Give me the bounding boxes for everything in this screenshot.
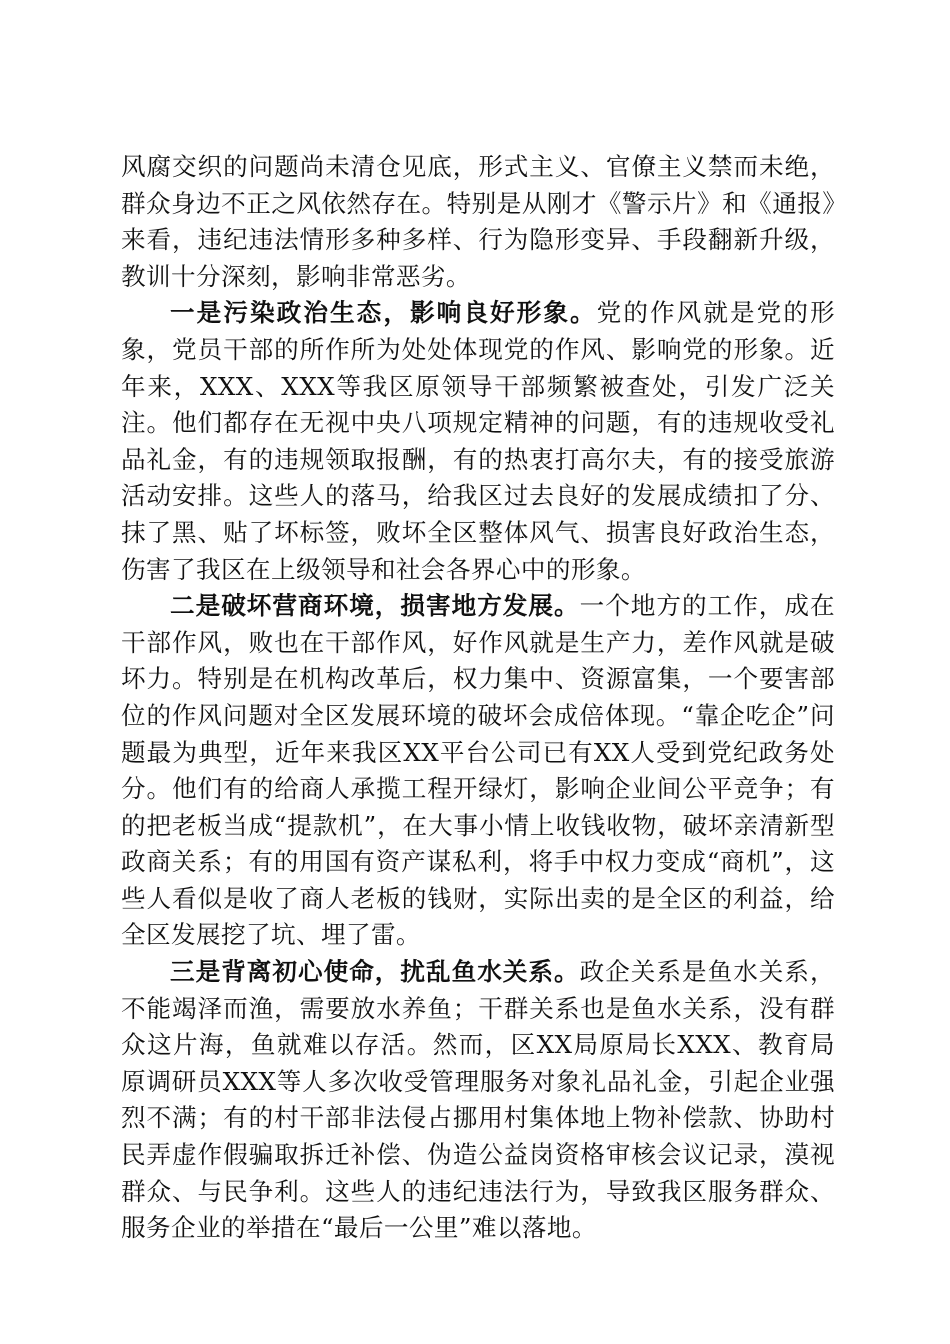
paragraph-point-one: [121, 295, 835, 588]
paragraph-heading: 二是破坏营商环境，损害地方发展。: [170, 591, 580, 621]
paragraph-point-three: [121, 954, 835, 1247]
paragraph-text: 政企关系是鱼水关系，不能竭泽而渔，需要放水养鱼；干群关系也是鱼水关系，没有群众这片海，鱼就难以存活。然而，区XX局原局长XXX、教育局原调研员XXX等人多次收受管理服务对象礼品礼金，引起企业强烈不满；有的村干部非法侵占挪用村集体地上物补偿款、协助村民弄虚作假骗取拆迁补偿、伪造公益岗资格审核会议记录，漠视群众、与民争利。这些人的违纪违法行为，导致我区服务群众、服务企业的举措在“最后一公里”难以落地。: [121, 957, 835, 1243]
paragraph-heading: 一是污染政治生态，影响良好形象。: [170, 298, 597, 328]
paragraph-text: 风腐交织的问题尚未清仓见底，形式主义、官僚主义禁而未绝，群众身边不正之风依然存在。特别是从刚才《警示片》和《通报》来看，违纪违法情形多种多样、行为隐形变异、手段翻新升级，教训十分深刻，影响非常恶劣。: [121, 152, 835, 291]
paragraph-continuation: [121, 149, 835, 295]
document-body: [121, 149, 835, 1247]
paragraph-point-two: [121, 588, 835, 954]
paragraph-heading: 三是背离初心使命，扰乱鱼水关系。: [170, 957, 580, 987]
paragraph-text: 党的作风就是党的形象，党员干部的所作所为处处体现党的作风、影响党的形象。近年来，XXX、XXX等我区原领导干部频繁被查处，引发广泛关注。他们都存在无视中央八项规定精神的问题，有的违规收受礼品礼金，有的违规领取报酬，有的热衷打高尔夫，有的接受旅游活动安排。这些人的落马，给我区过去良好的发展成绩扣了分、抹了黑、贴了坏标签，败坏全区整体风气、损害良好政治生态，伤害了我区在上级领导和社会各界心中的形象。: [121, 298, 835, 584]
paragraph-text: 一个地方的工作，成在干部作风，败也在干部作风，好作风就是生产力，差作风就是破坏力。特别是在机构改革后，权力集中、资源富集，一个要害部位的作风问题对全区发展环境的破坏会成倍体现。“靠企吃企”问题最为典型，近年来我区XX平台公司已有XX人受到党纪政务处分。他们有的给商人承揽工程开绿灯，影响企业间公平竞争；有的把老板当成“提款机”，在大事小情上收钱收物，破坏亲清新型政商关系；有的用国有资产谋私利，将手中权力变成“商机”，这些人看似是收了商人老板的钱财，实际出卖的是全区的利益，给全区发展挖了坑、埋了雷。: [121, 591, 835, 950]
